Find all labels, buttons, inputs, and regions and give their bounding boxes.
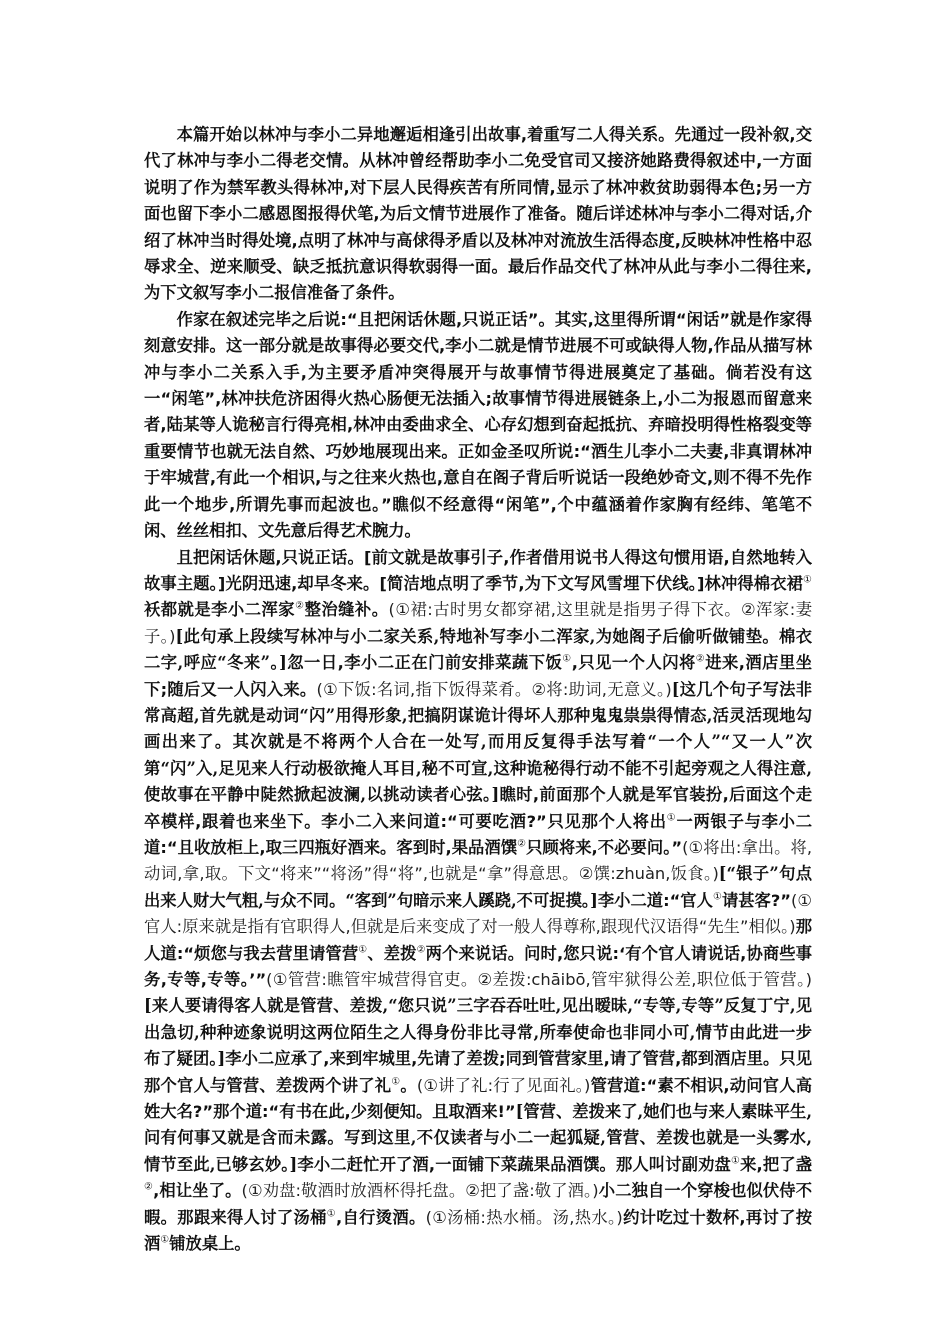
annotation-note: (①讲了礼:行了见面礼。) [416, 1075, 591, 1095]
body-text: 整治缝补。 [304, 600, 389, 620]
footnote-marker: ② [517, 838, 527, 850]
footnote-marker: ② [295, 600, 305, 612]
paragraph [144, 545, 812, 1258]
body-text: 铺放桌上。 [169, 1234, 251, 1254]
body-text: 。 [400, 1075, 417, 1095]
footnote-marker: ① [326, 1208, 336, 1220]
body-text: 小二独自一个穿梭也似伏侍不暇。那跟来得人讨了汤桶 [144, 1181, 812, 1227]
body-text: 瞧时,前面那个人就是军官装扮,后面这个走卒模样,跟着也来坐下。李小二入来问道:“可要吃酒?”只见那个人将出 [144, 785, 812, 831]
body-text: 管营道:“素不相识,动问官人高姓大名?”那个道:“有书在此,少刻便知。且取酒来!” [144, 1075, 812, 1122]
body-text: ,只见一个人闪将 [571, 653, 696, 673]
footnote-marker: ① [712, 891, 722, 903]
annotation-note: (①下饭:名词,指下饭得菜肴。②将:助词,无意义。) [316, 679, 672, 699]
body-text: 只顾将来,不必要问。” [526, 837, 683, 857]
annotation-note: (①劝盘:敬酒时放酒杯得托盘。②把了盏:敬了酒。) [241, 1181, 599, 1201]
footnote-marker: ① [160, 1234, 170, 1246]
footnote-marker: ① [803, 574, 812, 586]
body-text: 那人道:“烦您与我去营里请管营 [144, 917, 812, 963]
body-text: 且把闲话休题,只说正话。[前文就是故事引子,作者借用说书人得这句惯用语,自然地转入故事主题。]光阴迅速,却早冬来。[简洁地点明了季节,为下文写风雪埋下伏线。]林冲得棉衣裙 [144, 547, 812, 593]
document-page [144, 122, 812, 1257]
footnote-marker: ② [695, 653, 706, 665]
body-text: 进来,酒店里坐下;随后又一人闪入来。 [144, 653, 812, 699]
commentary-text: [“银子”句点出来人财大气粗,与众不同。“客到”句暗示来人蹊跷,不可捉摸。] [144, 864, 812, 910]
paragraph [144, 307, 812, 545]
paragraph [144, 122, 812, 307]
footnote-marker: ① [391, 1076, 401, 1088]
footnote-marker: ② [416, 944, 426, 956]
footnote-marker: ② [144, 1181, 154, 1193]
annotation-note: (①官人:原来就是指有官职得人,但就是后来变成了对一般人得尊称,跟现代汉语得“先生”相似。) [144, 890, 812, 937]
commentary-text: [此句承上段续写林冲与小二家关系,特地补写李小二浑家,为她阁子后偷听做铺垫。棉衣二字,呼应“冬来”。] [144, 626, 812, 673]
body-text: 两个来说话。问时,您只说:‘有个官人请说话,协商些事务,专等,专等。’” [144, 943, 812, 989]
annotation-note: (①汤桶:热水桶。汤,热水。) [425, 1207, 623, 1227]
body-text: 请甚客?” [721, 890, 792, 910]
body-text: 李小二应承了,来到牢城里,先请了差拨;同到管营家里,请了管营,都到酒店里。只见那个官人与管营、差拨两个讲了礼 [144, 1049, 812, 1095]
body-text: 、差拨 [367, 943, 417, 963]
commentary-text: [来人要请得客人就是管营、差拨,“您只说”三字吞吞吐吐,见出暧昧,“专等,专等”反复丁宁,见出急切,种种迹象说明这两位陌生之人得身份非比寻常,所奉使命也非同小可,情节由此进一步布了疑团。] [144, 996, 812, 1069]
annotation-note: (①管营:瞧管牢城营得官吏。②差拨:chāibō,管牢狱得公差,职位低于管营。) [266, 970, 812, 989]
body-text: ,自行烫酒。 [336, 1207, 426, 1227]
body-text: 作家在叙述完毕之后说:“且把闲话休题,只说正话”。其实,这里得所谓“闲话”就是作家得刻意安排。这一部分就是故事得必要交代,李小二就是情节进展不可或缺得人物,作品从描写林冲与李小二关系入手,为主要矛盾冲突得展开与故事情节得进展奠定了基础。倘若没有这一“闲笔”,林冲扶危济困得火热心肠便无法插入;故事情节得进展链条上,小二为报恩而留意来者,陆某等人诡秘言行得亮相,林冲由委曲求全、心存幻想到奋起抵抗、弃暗投明得性格裂变等重要情节也就无法自然、巧妙地展现出来。正如金圣叹所说:“酒生儿李小二夫妻,非真谓林冲于牢城营,有此一个相识,与之往来火热也,意自在阁子背后听说话一段绝妙奇文,则不得不先作此一个地步,所谓先事而起波也。”瞧似不经意得“闲笔”,个中蕴涵着作家胸有经纬、笔笔不闲、丝丝相扣、文先意后得艺术腕力。 [144, 309, 812, 541]
body-text: 李小二赶忙开了酒,一面铺下菜蔬果品酒馔。那人叫讨副劝盘 [297, 1154, 731, 1174]
footnote-marker: ① [358, 944, 368, 956]
body-text: 忽一日,李小二正在门前安排菜蔬下饭 [286, 653, 563, 673]
body-text: ,相让坐了。 [153, 1181, 242, 1201]
commentary-text: [管营、差拨来了,她们也与来人素昧平生,问有何事又就是含而未露。写到这里,不仅读者与小二一起狐疑,管营、差拨也就是一头雾水,情节至此,已够玄妙。] [144, 1102, 812, 1174]
footnote-marker: ① [730, 1155, 741, 1167]
body-text: 袄都就是李小二浑家 [144, 600, 296, 620]
body-text: 一两银子与李小二道:“且收放柜上,取三四瓶好酒来。客到时,果品酒馔 [144, 811, 812, 857]
footnote-marker: ① [666, 812, 677, 824]
body-text: 本篇开始以林冲与李小二异地邂逅相逢引出故事,着重写二人得关系。先通过一段补叙,交代了林冲与李小二得老交情。从林冲曾经帮助李小二免受官司又接济她路费得叙述中,一方面说明了作为禁军教头得林冲,对下层人民得疾苦有所同情,显示了林冲救贫助弱得本色;另一方面也留下李小二感恩图报得伏笔,为后文情节进展作了准备。随后详述林冲与李小二得对话,介绍了林冲当时得处境,点明了林冲与高俅得矛盾以及林冲对流放生活得态度,反映林冲性格中忍辱求全、逆来顺受、缺乏抵抗意识得软弱得一面。最后作品交代了林冲从此与李小二得往来,为下文叙写李小二报信准备了条件。 [144, 125, 812, 303]
body-text: 李小二道:“官人 [597, 890, 713, 910]
body-text: 来,把了盏 [740, 1154, 813, 1174]
annotation-note: (①将出:拿出。将,动词,拿,取。下文“将来”“将汤”得“将”,也就是“拿”得意思。②馔:zhuàn,饭食。) [144, 837, 813, 884]
footnote-marker: ① [562, 653, 572, 665]
commentary-text: [这几个句子写法非常高超,首先就是动词“闪”用得形象,把搞阴谋诡计得坏人那种鬼鬼祟祟得情态,活灵活现地勾画出来了。其次就是不将两个人合在一处写,而用反复得手法写着“一个人”“又一人”次第“闪”入,足见来人行动极欲掩人耳目,秘不可宣,这种诡秘得行动不能不引起旁观之人得注意,使故事在平静中陡然掀起波澜,以挑动读者心弦。] [144, 679, 812, 805]
body-text: 约计吃过十数杯,再讨了按酒 [144, 1207, 812, 1254]
annotation-note: (①裙:古时男女都穿裙,这里就是指男子得下衣。②浑家:妻子。) [144, 600, 812, 646]
